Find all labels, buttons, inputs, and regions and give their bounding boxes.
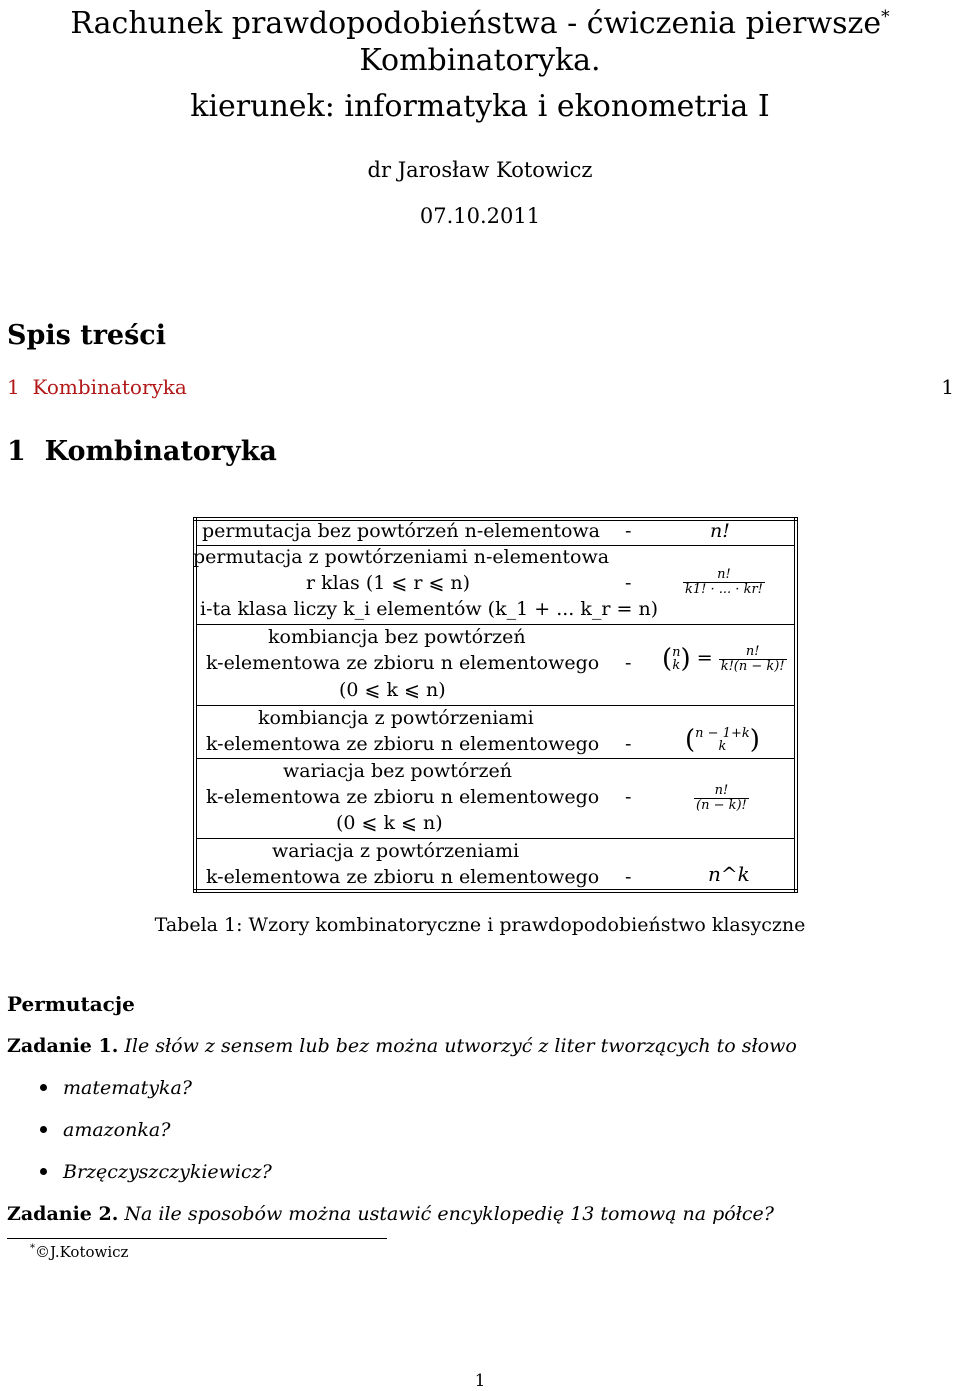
table-row-1-label: permutacja bez powtórzeń n-elementowa bbox=[202, 520, 600, 542]
zadanie-1 bbox=[7, 1035, 797, 1057]
toc-entry[interactable] bbox=[7, 375, 187, 399]
table-row-5-label-b: k-elementowa ze zbioru n elementowego bbox=[206, 786, 600, 808]
table-row-2-label-c: i-ta klasa liczy k_i elementów (k_1 + ... k_r = n) bbox=[200, 598, 659, 620]
footnote: *©J.Kotowicz bbox=[30, 1243, 129, 1261]
table-row-2-formula: $\frac{n!}{k1! \cdot ... \cdot kr!}$ bbox=[685, 567, 763, 597]
table-row-5-label-a: wariacja bez powtórzeń bbox=[283, 760, 512, 782]
table-row-6-formula: n^k bbox=[708, 862, 750, 886]
table-row-3-label-a: kombiancja bez powtórzeń bbox=[268, 626, 526, 648]
footnote-rule bbox=[7, 1238, 387, 1239]
table-row-6-label-a: wariacja z powtórzeniami bbox=[272, 840, 520, 862]
date: 07.10.2011 bbox=[419, 204, 541, 228]
table-row-4-formula: ( n − 1+k k ) bbox=[685, 725, 760, 755]
zadanie-1-text: Ile słów z sensem lub bez można utworzyć z liter tworzących to słowo bbox=[124, 1035, 797, 1057]
table-row-4-label-a: kombiancja z powtórzeniami bbox=[258, 707, 534, 729]
bullet-dot bbox=[40, 1168, 47, 1175]
table-row-4-dash: - bbox=[625, 733, 632, 755]
toc-heading: Spis treści bbox=[7, 320, 167, 351]
page-number: 1 bbox=[474, 1371, 486, 1391]
toc-entry-page: 1 bbox=[941, 375, 954, 399]
zadanie-1-label: Zadanie 1. bbox=[7, 1035, 119, 1057]
table-row-1-dash: - bbox=[625, 520, 632, 542]
zadanie-2-label: Zadanie 2. bbox=[7, 1203, 119, 1225]
author: dr Jarosław Kotowicz bbox=[367, 158, 593, 182]
table-row-4-label-b: k-elementowa ze zbioru n elementowego bbox=[206, 733, 600, 755]
title-line-1: Rachunek prawdopodobieństwa - ćwiczenia pierwsze* bbox=[70, 6, 890, 41]
section-title: Kombinatoryka bbox=[44, 436, 277, 467]
bullet-item-3: Brzęczyszczykiewicz? bbox=[40, 1161, 272, 1183]
table-row-2-label-b: r klas (1 ⩽ r ⩽ n) bbox=[306, 572, 471, 594]
table-row-2-dash: - bbox=[625, 572, 632, 594]
bullet-item-1: matematyka? bbox=[40, 1077, 192, 1099]
section-num: 1 bbox=[7, 436, 26, 467]
table-row-1-formula: n! bbox=[710, 520, 730, 542]
zadanie-2 bbox=[7, 1203, 774, 1225]
table-row-3-label-c: (0 ⩽ k ⩽ n) bbox=[339, 679, 446, 701]
subsection-heading: Permutacje bbox=[7, 992, 135, 1016]
table-row-5-formula: $\frac{n!}{(n - k)!}$ bbox=[696, 783, 747, 813]
table-row-3-formula: ( n k ) = $\frac{n!}{k!(n - k)!}$ bbox=[662, 643, 785, 674]
zadanie-2-text: Na ile sposobów można ustawić encyklopedię 13 tomową na półce? bbox=[124, 1203, 774, 1225]
table-row-6-label-b: k-elementowa ze zbioru n elementowego bbox=[206, 866, 600, 888]
bullet-dot bbox=[40, 1084, 47, 1091]
title-line-2: Kombinatoryka. bbox=[359, 43, 601, 78]
bullet-dot bbox=[40, 1126, 47, 1133]
table-row-5-label-c: (0 ⩽ k ⩽ n) bbox=[336, 812, 443, 834]
title-line-3: kierunek: informatyka i ekonometria I bbox=[190, 89, 770, 124]
section-heading bbox=[7, 436, 277, 467]
table-row-3-dash: - bbox=[625, 652, 632, 674]
toc-entry-num: 1 bbox=[7, 375, 20, 399]
bullet-item-2: amazonka? bbox=[40, 1119, 170, 1141]
table-row-5-dash: - bbox=[625, 786, 632, 808]
footnote-mark: * bbox=[881, 7, 890, 27]
table-row-6-dash: - bbox=[625, 866, 632, 888]
table-row-3-label-b: k-elementowa ze zbioru n elementowego bbox=[206, 652, 600, 674]
toc-entry-label: Kombinatoryka bbox=[32, 375, 187, 399]
table-row-2-label-a: permutacja z powtórzeniami n-elementowa bbox=[193, 546, 610, 568]
table-caption: Tabela 1: Wzory kombinatoryczne i prawdopodobieństwo klasyczne bbox=[154, 914, 806, 936]
